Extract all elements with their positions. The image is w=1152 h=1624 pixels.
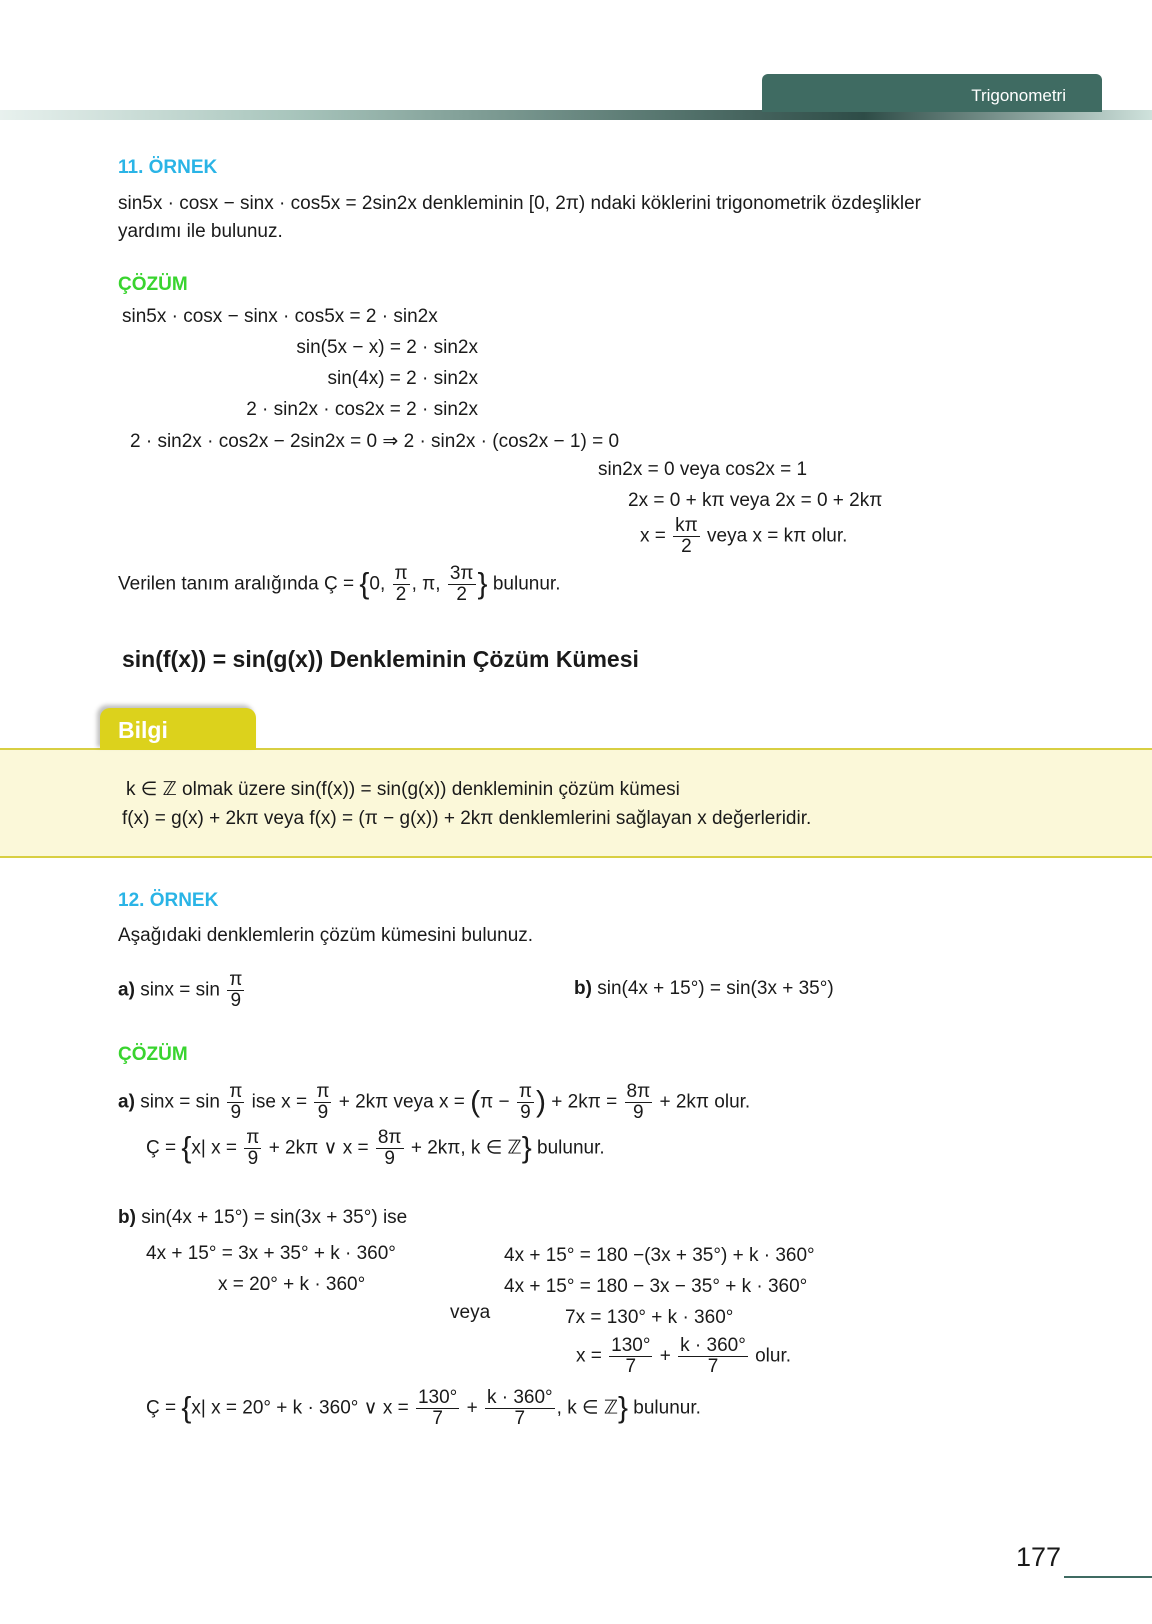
solution-11-line5: 2 · sin2x · cos2x − 2sin2x = 0 ⇒ 2 · sin2x · (cos2x − 1) = 0 — [130, 431, 620, 452]
info-tab: Bilgi — [100, 708, 256, 750]
info-line2: f(x) = g(x) + 2kπ veya f(x) = (π − g(x)) + 2kπ denklemlerini sağlayan x değerleridir. — [122, 808, 812, 829]
example-12-part-a: a) sinx = sin $\frac{\pi}{9}$ — [118, 969, 243, 1011]
fraction: $\frac{k\pi}{2}$ — [675, 515, 698, 557]
veya-label: veya — [450, 1302, 491, 1323]
page-number: 177 — [1016, 1542, 1062, 1572]
fraction: $\frac{\pi}{9}$ — [246, 1127, 260, 1169]
solution-12b-right4: x = $\frac{130^\circ}{7}$ + $\frac{k \cdot 360^\circ}{7}$ olur. — [576, 1335, 792, 1377]
solution-12b-left2: x = 20° + k · 360° — [218, 1274, 366, 1295]
fraction: $\frac{8\pi}{9}$ — [626, 1081, 651, 1123]
solution-11-line7: 2x = 0 + kπ veya 2x = 0 + 2kπ — [628, 490, 883, 511]
fraction: $\frac{130^\circ}{7}$ — [417, 1387, 458, 1429]
solution-12a-set: Ç = {x| x = $\frac{\pi}{9}$ + 2kπ ∨ x = $\frac{8\pi}{9}$ + 2kπ, k ∈ ℤ} bulunur. — [146, 1127, 605, 1169]
solution-12-heading: ÇÖZÜM — [118, 1044, 188, 1065]
info-box — [0, 748, 1152, 858]
solution-11-line1: sin5x · cosx − sinx · cos5x = 2 · sin2x — [122, 306, 438, 327]
example-12-heading: 12. ÖRNEK — [118, 890, 219, 911]
solution-11-line8: x = $\frac{k\pi}{2}$ veya x = kπ olur. — [640, 515, 848, 557]
solution-12b-head: b) sin(4x + 15°) = sin(3x + 35°) ise — [118, 1207, 408, 1228]
solution-12b-right2: 4x + 15° = 180 − 3x − 35° + k · 360° — [504, 1276, 808, 1297]
solution-11-line3: sin(4x) = 2 · sin2x — [327, 368, 478, 389]
solution-12a-line1: a) sinx = sin $\frac{\pi}{9}$ ise x = $\frac{\pi}{9}$ + 2kπ veya x = (π − $\frac{\pi}{9}$ ) + 2kπ = $\frac{8\pi}{9}$ + 2kπ olur. — [118, 1081, 751, 1123]
example-12-part-b: b) sin(4x + 15°) = sin(3x + 35°) — [574, 978, 834, 999]
fraction: $\frac{\pi}{9}$ — [316, 1081, 330, 1123]
fraction: $\frac{\pi}{9}$ — [229, 1081, 243, 1123]
solution-12b-right1: 4x + 15° = 180 −(3x + 35°) + k · 360° — [504, 1245, 815, 1266]
fraction: $\frac{130^\circ}{7}$ — [611, 1335, 651, 1377]
example-11-problem-line1: sin5x · cosx − sinx · cos5x = 2sin2x denkleminin [0, 2π) ndaki köklerini trigonometrik özdeşlikler — [118, 193, 922, 214]
solution-11-result: Verilen tanım aralığında Ç = {0, $\frac{\pi}{2}$ , π, $\frac{3\pi}{2}$ } bulunur. — [118, 563, 561, 605]
solution-12b-left1: 4x + 15° = 3x + 35° + k · 360° — [146, 1243, 396, 1264]
page-number-line — [1064, 1576, 1152, 1578]
fraction: $\frac{\pi}{9}$ — [229, 969, 243, 1011]
section-title: sin(f(x)) = sin(g(x)) Denkleminin Çözüm Kümesi — [122, 646, 639, 672]
info-line1: k ∈ ℤ olmak üzere sin(f(x)) = sin(g(x)) denkleminin çözüm kümesi — [126, 779, 680, 800]
example-11-heading: 11. ÖRNEK — [118, 157, 218, 178]
solution-12b-set: Ç = {x| x = 20° + k · 360° ∨ x = $\frac{130^\circ}{7}$ + $\frac{k \cdot 360^\circ}{7}$ , k ∈ ℤ} bulunur. — [146, 1387, 701, 1429]
solution-12b-right3: 7x = 130° + k · 360° — [565, 1307, 734, 1328]
fraction: $\frac{k \cdot 360^\circ}{7}$ — [486, 1387, 553, 1429]
chapter-title: Trigonometri — [971, 86, 1066, 105]
fraction: $\frac{\pi}{9}$ — [518, 1081, 532, 1123]
solution-11-line2: sin(5x − x) = 2 · sin2x — [296, 337, 478, 358]
solution-11-heading: ÇÖZÜM — [118, 274, 188, 295]
solution-11-line6: sin2x = 0 veya cos2x = 1 — [598, 459, 808, 480]
solution-11-line4: 2 · sin2x · cos2x = 2 · sin2x — [246, 399, 478, 420]
example-11-problem-line2: yardımı ile bulunuz. — [118, 221, 283, 242]
chapter-tab — [762, 74, 1102, 112]
example-12-problem: Aşağıdaki denklemlerin çözüm kümesini bulunuz. — [118, 925, 534, 946]
fraction: $\frac{8\pi}{9}$ — [377, 1127, 402, 1169]
fraction: $\frac{3\pi}{2}$ — [449, 563, 474, 605]
fraction: $\frac{\pi}{2}$ — [394, 563, 408, 605]
fraction: $\frac{k \cdot 360^\circ}{7}$ — [680, 1335, 746, 1377]
